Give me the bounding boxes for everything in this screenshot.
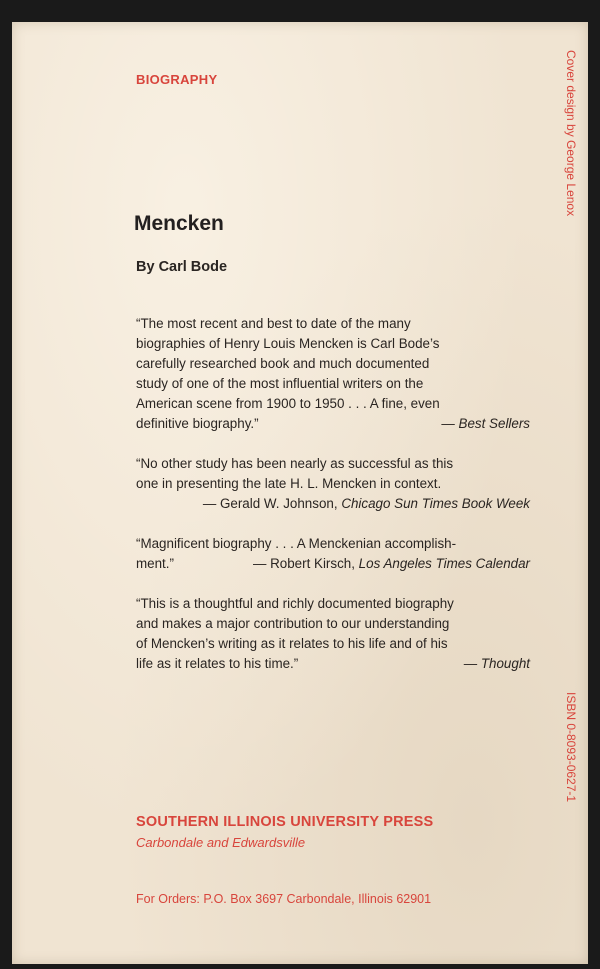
- attribution-source: Thought: [480, 656, 530, 671]
- quote-last-line: [136, 414, 530, 434]
- publisher-name: SOUTHERN ILLINOIS UNIVERSITY PRESS: [136, 814, 434, 830]
- quote-attribution: [441, 414, 530, 434]
- review-quote-johnson: [136, 454, 530, 514]
- quote-line-text: definitive biography.”: [136, 416, 259, 431]
- quote-line: one in presenting the late H. L. Mencken in context.: [136, 476, 442, 491]
- book-author: By Carl Bode: [136, 259, 228, 275]
- cover-design-credit: Cover design by George Lenox: [564, 50, 578, 217]
- quote-line: “Magnificent biography . . . A Menckenian accomplish-: [136, 536, 457, 551]
- order-address: For Orders: P.O. Box 3697 Carbondale, Illinois 62901: [136, 892, 432, 906]
- quote-line: “This is a thoughtful and richly documented biography: [136, 596, 454, 611]
- quote-attribution: [253, 554, 530, 574]
- review-quote-kirsch: [136, 534, 530, 574]
- quote-line: “No other study has been nearly as successful as this: [136, 456, 454, 471]
- quote-line: “The most recent and best to date of the many: [136, 316, 411, 331]
- quote-last-line: [136, 554, 530, 574]
- quote-attribution: [464, 654, 530, 674]
- quote-line: carefully researched book and much documented: [136, 356, 430, 371]
- quote-line-text: life as it relates to his time.”: [136, 656, 299, 671]
- publisher-location: Carbondale and Edwardsville: [136, 835, 306, 850]
- isbn-number: ISBN 0-8093-0627-1: [564, 692, 578, 803]
- review-quotes: [136, 314, 530, 694]
- quote-line: study of one of the most influential writers on the: [136, 376, 424, 391]
- quote-line: and makes a major contribution to our understanding: [136, 616, 450, 631]
- attribution-source: Chicago Sun Times Book Week: [341, 496, 530, 511]
- attribution-dash: —: [463, 656, 478, 671]
- review-quote-thought: [136, 594, 530, 674]
- category-label: BIOGRAPHY: [136, 72, 218, 87]
- book-back-cover: [12, 22, 588, 964]
- attribution-source: Los Angeles Times Calendar: [358, 556, 530, 571]
- attribution-source: Best Sellers: [458, 416, 530, 431]
- attribution-dash: — Gerald W. Johnson,: [202, 496, 338, 511]
- quote-last-line: [136, 654, 530, 674]
- attribution-dash: —: [441, 416, 455, 431]
- quote-line: of Mencken’s writing as it relates to his life and of his: [136, 636, 448, 651]
- quote-line: biographies of Henry Louis Mencken is Carl Bode’s: [136, 336, 440, 351]
- book-title: Mencken: [134, 212, 224, 235]
- quote-line-text: ment.”: [136, 556, 174, 571]
- quote-line: American scene from 1900 to 1950 . . . A fine, even: [136, 396, 440, 411]
- quote-attribution: [136, 494, 530, 514]
- review-quote-best-sellers: [136, 314, 530, 434]
- attribution-dash: — Robert Kirsch,: [252, 556, 355, 571]
